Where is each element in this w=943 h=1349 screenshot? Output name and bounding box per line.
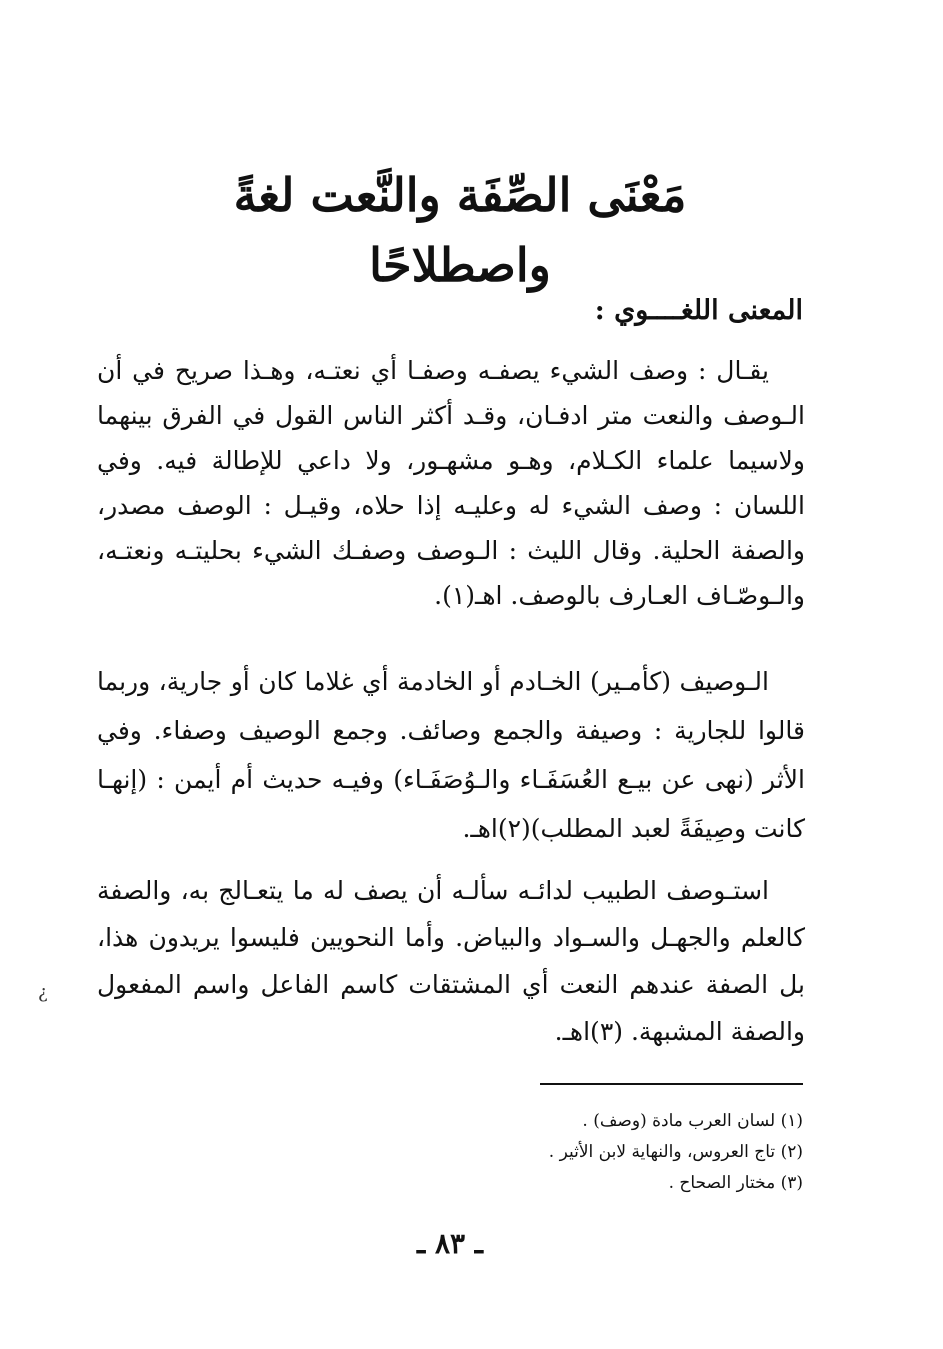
page-number: ـ ٨٣ ـ (417, 1227, 483, 1260)
scan-mark: ¿ (38, 982, 48, 1003)
footnotes (383, 1106, 803, 1199)
footnote-1: (١) لسان العرب مادة (وصف) . (582, 1111, 803, 1131)
paragraph-wasif (97, 657, 805, 853)
paragraph-text: الـوصيف (كأمـير) الخـادم أو الخادمة أي غلاما كان أو جارية، وربما قالوا للجارية : وصيفة والجمع وصائف. وجمع الوصيف وصفاء. وفي الأثر (نهى عن بيـع العُسَفَـاء والـوُصَفَـاء) وفيـه حديث أم أيمن : (إنهـا كانت وصِيفَةً لعبد المطلب)(٢)اهـ. (97, 667, 805, 843)
section-heading: المعنى اللغــــوي : (594, 295, 803, 326)
page-title: مَعْنَى الصِّفَة والنَّعت لغةً واصطلاحًا (233, 168, 687, 292)
footnote-3: (٣) مختار الصحاح . (668, 1173, 803, 1193)
paragraph-istawsaf (97, 867, 805, 1055)
paragraph-text: استـوصف الطبيب لدائـه سألـه أن يصف له ما يتعـالج به، والصفة كالعلم والجهـل والسـواد والبياض. وأما النحويين فليسوا يريدون هذا، بل الصفة عندهم النعت أي المشتقات كاسم الفاعل واسم المفعول والصفة المشبهة. (٣)اهـ. (97, 876, 805, 1046)
paragraph-linguistic-meaning (97, 348, 805, 618)
footnote-divider (540, 1083, 803, 1085)
footnote-2: (٢) تاج العروس، والنهاية لابن الأثير . (548, 1142, 803, 1162)
paragraph-text: يقـال : وصف الشيء يصفـه وصفـا أي نعتـه، وهـذا صريح في أن الـوصف والنعت متر ادفـان، وقـد أكثر الناس القول في الفرق بينهما ولاسيما علماء الكـلام، وهـو مشهـور، ولا داعي للإطالة فيه. وفي اللسان : وصف الشيء له وعليـه إذا حلاه، وقيـل : الوصف مصدر، والصفة الحلية. وقال الليث : الـوصف وصفـك الشيء بحليتـه ونعتـه، والـوصّـاف العـارف بالوصف. اهـ(١). (97, 356, 805, 610)
